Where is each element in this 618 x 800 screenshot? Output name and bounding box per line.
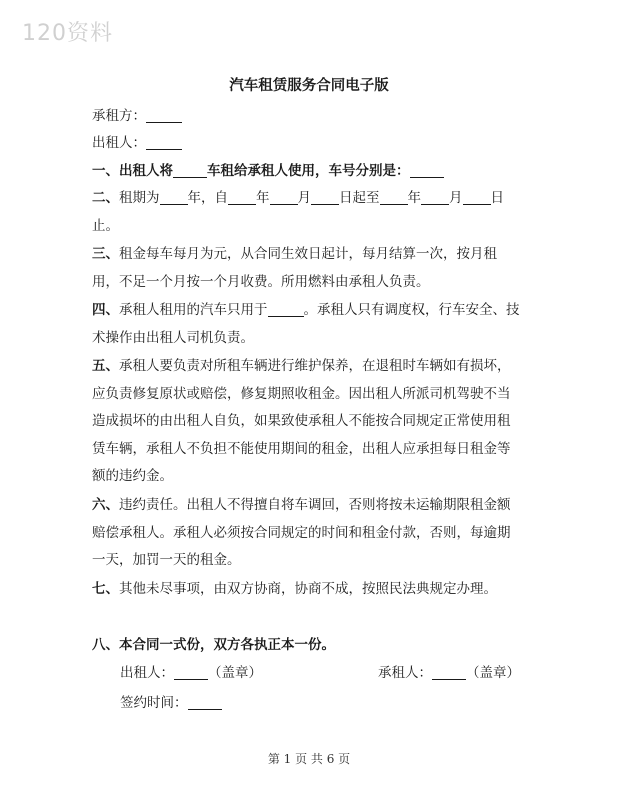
clause-2-text-6: 年 xyxy=(407,190,421,206)
clause-3 xyxy=(92,241,522,296)
lessee-seal: （盖章） xyxy=(466,665,520,681)
clause-1 xyxy=(92,158,522,186)
clause-2-blank xyxy=(421,188,449,205)
clause-1-blank-a xyxy=(173,161,207,178)
clause-2-blank xyxy=(311,188,339,205)
clause-2-blank xyxy=(228,188,256,205)
clause-2-blank xyxy=(483,188,491,205)
clause-2-blank xyxy=(463,188,483,205)
lessor-blank xyxy=(146,133,182,150)
clause-3-text: 租金每车每月为元，从合同生效日起计，每月结算一次，按月租用，不足一个月按一个月收费。所用燃料由承租人负责。 xyxy=(92,246,497,290)
clause-2-blank xyxy=(380,188,408,205)
clause-2 xyxy=(92,185,522,240)
clause-2-text-3: 年 xyxy=(256,190,270,206)
lessor-line xyxy=(92,130,522,158)
signing-date-label: 签约时间： xyxy=(120,695,188,711)
clause-1-head: 一、出租人将 xyxy=(92,163,173,179)
lessor-signature-label: 出租人： xyxy=(120,665,174,681)
clause-4-blank xyxy=(268,300,304,317)
clause-3-head: 三、 xyxy=(92,246,119,262)
clause-6 xyxy=(92,492,522,575)
clause-1-blank-b xyxy=(410,161,444,178)
clause-2-blank xyxy=(160,188,188,205)
lessor-signature-blank xyxy=(174,663,208,680)
clause-5-text: 承租人要负责对所租车辆进行维护保养，在退租时车辆如有损坏，应负责修复原状或赔偿，修复期照收租金。因出租人所派司机驾驶不当造成损坏的由出租人自负，如果致使承租人不能按合同规定正常使用租赁车辆，承租人不负担不能使用期间的租金，出租人应承担每日租金等额的违约金。 xyxy=(92,358,511,484)
clause-4-text-2: 。承租人只有调度权，行车安全、技术操作由出租人司机负责。 xyxy=(92,302,520,346)
clause-2-text-8: 日止。 xyxy=(92,190,504,234)
clause-2-text-7: 月 xyxy=(449,190,463,206)
clause-2-text-4: 月 xyxy=(297,190,311,206)
clause-2-blank xyxy=(270,188,298,205)
clause-7-head: 七、 xyxy=(92,581,119,597)
lessee-line xyxy=(92,103,522,131)
lessee-signature-label: 承租人： xyxy=(378,665,432,681)
clause-5 xyxy=(92,353,522,491)
page-footer: 第 1 页 共 6 页 xyxy=(267,752,351,766)
signing-date-blank xyxy=(188,693,222,710)
lessor-seal: （盖章） xyxy=(208,665,262,681)
lessee-signature-blank xyxy=(432,663,466,680)
clause-4-text-1: 承租人租用的汽车只用于 xyxy=(119,302,268,318)
clause-6-text: 违约责任。出租人不得擅自将车调回，否则将按未运输期限租金额赔偿承租人。承租人必须按合同规定的时间和租金付款，否则，每逾期一天，加罚一天的租金。 xyxy=(92,497,511,568)
watermark: 120资料 xyxy=(22,21,113,46)
clause-5-head: 五、 xyxy=(92,358,119,374)
clause-6-head: 六、 xyxy=(92,497,119,513)
clause-2-text-2: 年，自 xyxy=(187,190,228,206)
clause-2-head: 二、 xyxy=(92,190,119,206)
signing-date xyxy=(120,690,222,718)
clause-2-text-5: 日起至 xyxy=(339,190,380,206)
clause-2-text-1: 租期为 xyxy=(119,190,160,206)
clause-1-text: 车租给承租人使用，车号分别是： xyxy=(207,163,410,179)
lessor-signature xyxy=(120,660,262,688)
clause-4-head: 四、 xyxy=(92,302,119,318)
clause-8: 八、本合同一式份，双方各执正本一份。 xyxy=(92,637,335,653)
clause-4 xyxy=(92,297,522,352)
lessee-blank xyxy=(146,106,182,123)
clause-7-text: 其他未尽事项，由双方协商，协商不成，按照民法典规定办理。 xyxy=(119,581,497,597)
lessor-label: 出租人： xyxy=(92,135,146,151)
document-title: 汽车租赁服务合同电子版 xyxy=(229,78,389,94)
clause-7 xyxy=(92,576,522,604)
lessee-label: 承租方： xyxy=(92,108,146,124)
lessee-signature xyxy=(378,660,520,688)
